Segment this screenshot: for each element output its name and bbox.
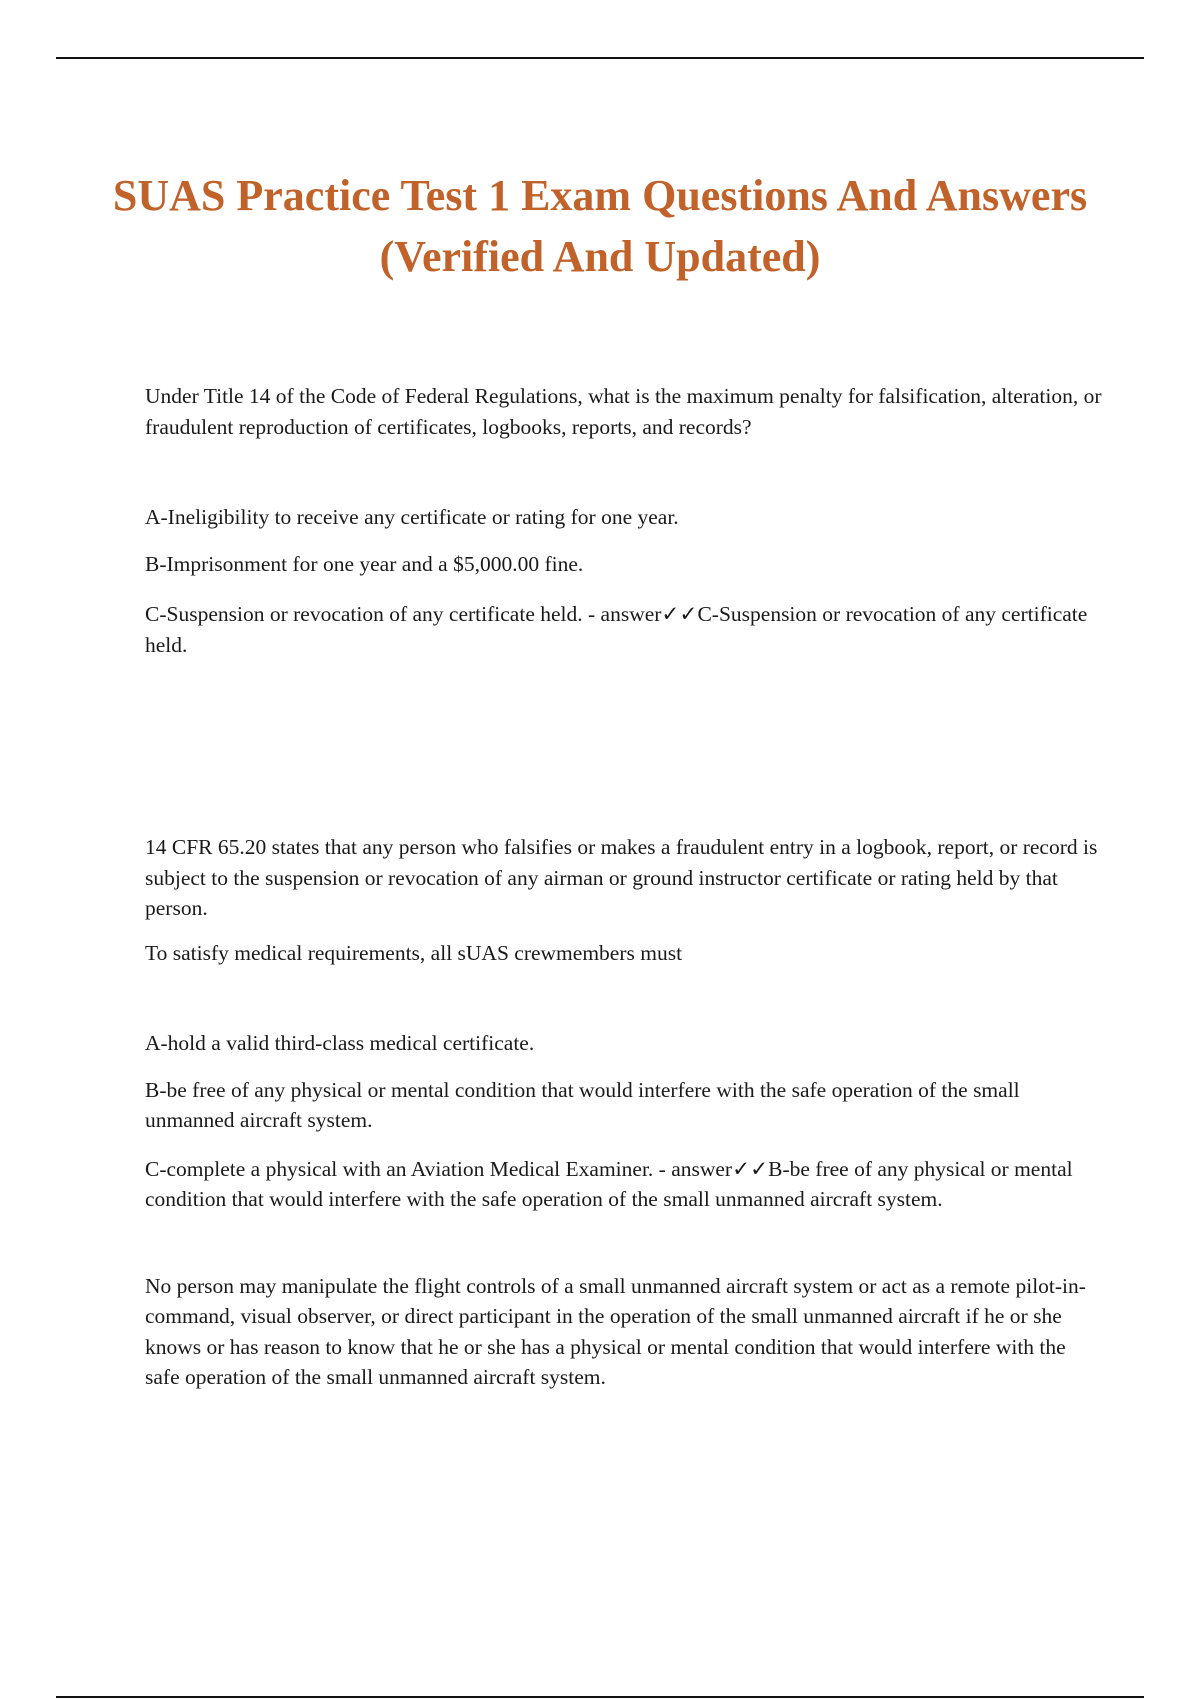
question-2-option-b: B-be free of any physical or mental condition that would interfere with the safe operation of the small unmanned aircraft system.	[145, 1077, 1020, 1132]
question-1-explanation: 14 CFR 65.20 states that any person who falsifies or makes a fraudulent entry in a logbook, report, or record is subject to the suspension or revocation of any airman or ground instructor certificate or rating held by that person.	[145, 835, 1098, 920]
question-1-option-c-answer: C-Suspension or revocation of any certificate held. - answer✓✓C-Suspension or revocation of any certificate held.	[145, 602, 1088, 657]
question-2-option-a: A-hold a valid third-class medical certificate.	[145, 1031, 535, 1055]
top-rule	[56, 57, 1144, 59]
bottom-rule	[56, 1696, 1144, 1698]
document-body	[145, 381, 1105, 1393]
question-2-text: To satisfy medical requirements, all sUAS crewmembers must	[145, 940, 683, 965]
question-1-option-a: A-Ineligibility to receive any certificate or rating for one year.	[145, 505, 679, 529]
question-1-option-b: B-Imprisonment for one year and a $5,000.00 fine.	[145, 551, 584, 576]
document-title: SUAS Practice Test 1 Exam Questions And Answers (Verified And Updated)	[112, 171, 1088, 281]
question-1-text: Under Title 14 of the Code of Federal Regulations, what is the maximum penalty for falsification, alteration, or fraudulent reproduction of certificates, logbooks, reports, and records?	[145, 384, 1102, 439]
question-2-explanation: No person may manipulate the flight controls of a small unmanned aircraft system or act as a remote pilot-in-command, visual observer, or direct participant in the operation of the small unmanned aircraft if he or she knows or has reason to know that he or she has a physical or mental condition that would interfere with the safe operation of the small unmanned aircraft system.	[145, 1273, 1086, 1389]
question-2-option-c-answer: C-complete a physical with an Aviation Medical Examiner. - answer✓✓B-be free of any physical or mental condition that would interfere with the safe operation of the small unmanned aircraft system.	[145, 1156, 1073, 1211]
